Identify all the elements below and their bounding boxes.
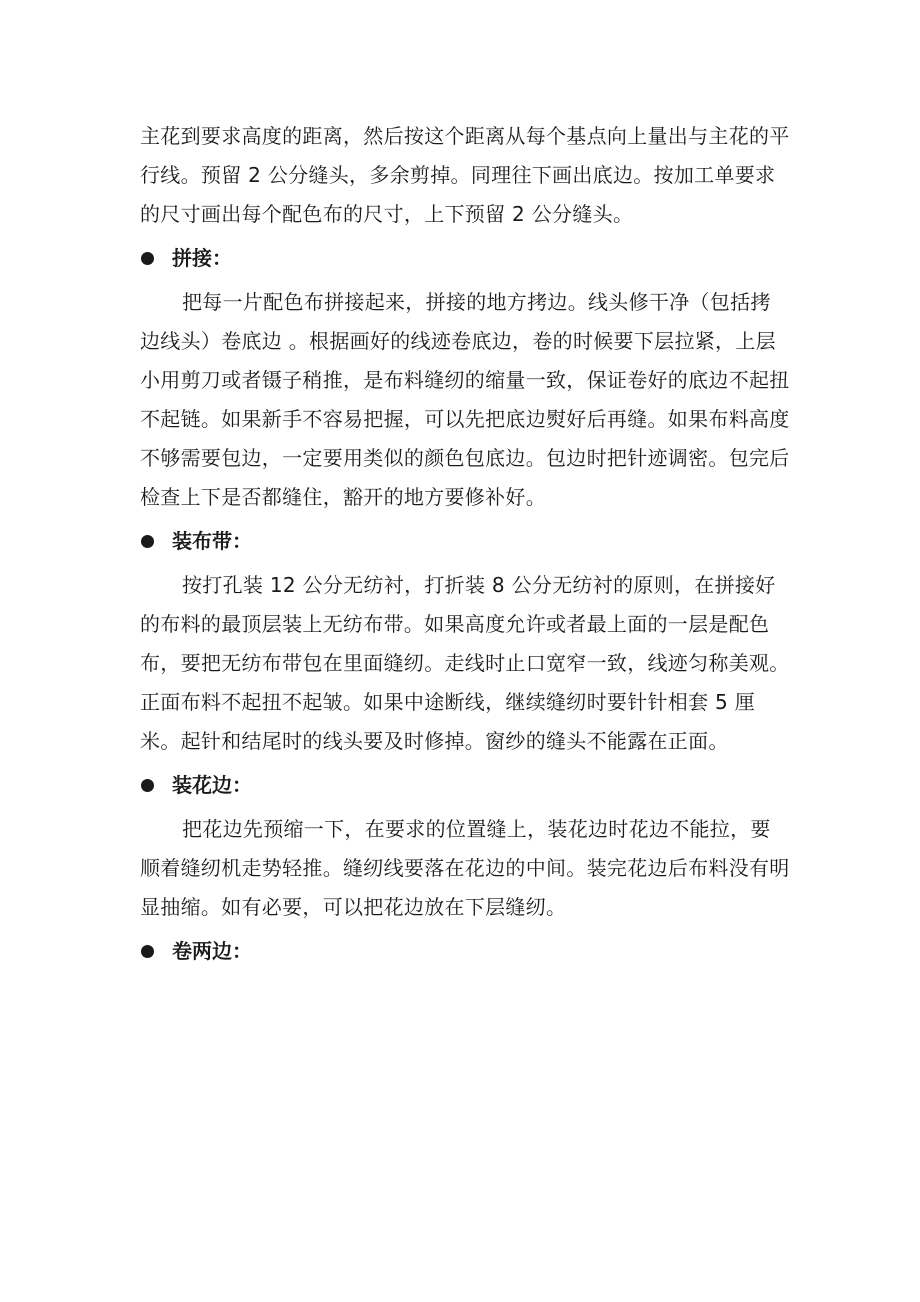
document-content <box>140 117 790 976</box>
section-heading-row <box>140 522 790 561</box>
bullet-icon <box>141 252 154 265</box>
section-heading: 装花边： <box>172 773 252 797</box>
section-paragraph: 按打孔装 12 公分无纺衬，打折装 8 公分无纺衬的原则，在拼接好的布料的最顶层装上无纺布带。如果高度允许或者最上面的一层是配色布，要把无纺布带包在里面缝纫。走线时止口宽窄一致，线迹匀称美观。正面布料不起扭不起皱。如果中途断线，继续缝纫时要针针相套 5 厘米。起针和结尾时的线头要及时修掉。窗纱的缝头不能露在正面。 <box>140 573 790 753</box>
section-heading-row <box>140 239 790 278</box>
bullet-icon <box>141 779 154 792</box>
bullet-icon <box>141 535 154 548</box>
section-heading: 拼接： <box>172 246 232 270</box>
section-heading: 卷两边： <box>172 939 252 963</box>
section-heading: 装布带： <box>172 529 252 553</box>
section-heading-row <box>140 766 790 805</box>
intro-paragraph: 主花到要求高度的距离，然后按这个距离从每个基点向上量出与主花的平行线。预留 2 公分缝头，多余剪掉。同理往下画出底边。按加工单要求的尺寸画出每个配色布的尺寸，上下预留 2 公分缝头。 <box>140 124 790 226</box>
section-paragraph: 把花边先预缩一下，在要求的位置缝上，装花边时花边不能拉，要顺着缝纫机走势轻推。缝纫线要落在花边的中间。装完花边后布料没有明显抽缩。如有必要，可以把花边放在下层缝纫。 <box>140 817 790 919</box>
section-heading-row <box>140 932 790 971</box>
bullet-icon <box>141 945 154 958</box>
section-paragraph: 把每一片配色布拼接起来，拼接的地方拷边。线头修干净（包括拷边线头）卷底边 。根据画好的线迹卷底边，卷的时候要下层拉紧，上层小用剪刀或者镊子稍推，是布料缝纫的缩量一致，保证卷好的底边不起扭不起链。如果新手不容易把握，可以先把底边熨好后再缝。如果布料高度不够需要包边，一定要用类似的颜色包底边。包边时把针迹调密。包完后检查上下是否都缝住，豁开的地方要修补好。 <box>140 290 790 509</box>
